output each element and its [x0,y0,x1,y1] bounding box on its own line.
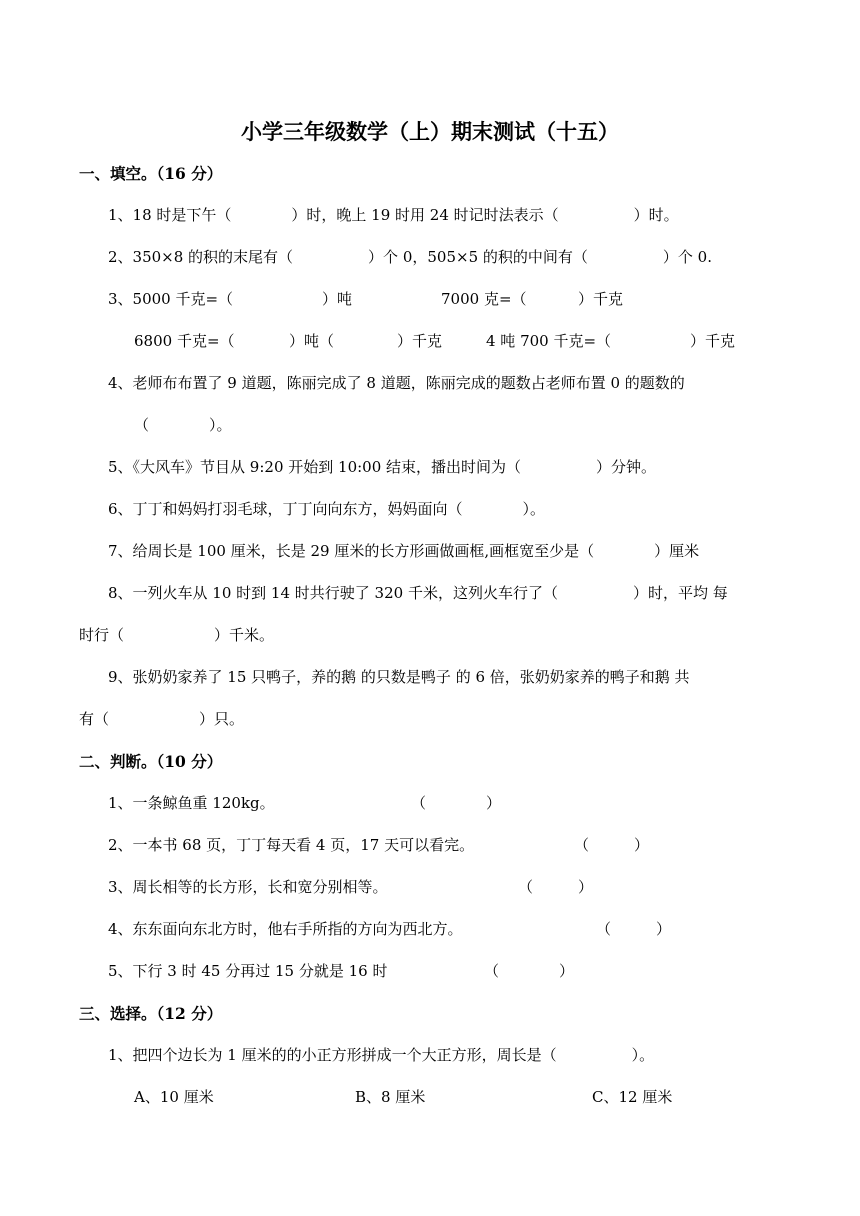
judge-question-2: 2、一本书 68 页，丁丁每天看 4 页，17 天可以看完。 [108,836,475,854]
judge-answer-1: （ ） [411,794,502,812]
section-choice-heading: 三、选择。（12 分） [79,1004,223,1023]
judge-answer-2: （ ） [574,836,650,854]
fill-question-3-part-i: ）千克 [690,332,736,350]
fill-question-3-part-d: ）千克 [578,290,624,308]
fill-question-8-line-1: 8、一列火车从 10 时到 14 时共行驶了 320 千米，这列火车行了（ ）时，平均 每 [108,584,728,602]
judge-question-1: 1、一条鲸鱼重 120kg。 [108,794,275,812]
fill-question-9-line-1: 9、张奶奶家养了 15 只鸭子，养的鹅 的只数是鸭子 的 6 倍，张奶奶家养的鸭子和鹅 共 [108,668,690,686]
judge-question-5: 5、下行 3 时 45 分再过 15 分就是 16 时 [108,962,388,980]
judge-question-3: 3、周长相等的长方形，长和宽分别相等。 [108,878,388,896]
fill-question-3-part-a: 3、5000 千克=（ [108,290,234,308]
fill-question-3-part-g: ）千克 [397,332,443,350]
judge-answer-5: （ ） [484,962,575,980]
choice-question-1: 1、把四个边长为 1 厘米的的小正方形拼成一个大正方形，周长是（ ）。 [108,1046,655,1064]
fill-question-4-line-2: （ ）。 [134,416,232,434]
fill-question-3-part-h: 4 吨 700 千克=（ [486,332,612,350]
fill-question-1: 1、18 时是下午（ ）时，晚上 19 时用 24 时记时法表示（ ）时。 [108,206,679,224]
page-title: 小学三年级数学（上）期末测试（十五） [241,119,619,144]
choice-option-a: A、10 厘米 [134,1088,214,1106]
choice-option-b: B、8 厘米 [355,1088,426,1106]
fill-question-7: 7、给周长是 100 厘米，长是 29 厘米的长方形画做画框,画框宽至少是（ ）厘米 [108,542,700,560]
judge-question-4: 4、东东面向东北方时，他右手所指的方向为西北方。 [108,920,463,938]
section-judge-heading: 二、判断。（10 分） [79,752,223,771]
judge-answer-3: （ ） [518,878,594,896]
fill-question-8-line-2: 时行（ ）千米。 [79,626,275,644]
fill-question-6: 6、丁丁和妈妈打羽毛球，丁丁向向东方，妈妈面向（ ）。 [108,500,546,518]
fill-question-3-part-e: 6800 千克=（ [134,332,235,350]
fill-question-3-part-b: ）吨 [322,290,353,308]
choice-option-c: C、12 厘米 [592,1088,673,1106]
fill-question-4-line-1: 4、老师布布置了 9 道题，陈丽完成了 8 道题，陈丽完成的题数占老师布置 0 的题数的 [108,374,685,392]
fill-question-9-line-2: 有（ ）只。 [79,710,245,728]
fill-question-3-part-f: ）吨（ [289,332,335,350]
judge-answer-4: （ ） [596,920,672,938]
fill-question-3-part-c: 7000 克=（ [441,290,527,308]
fill-question-2: 2、350×8 的积的末尾有（ ）个 0，505×5 的积的中间有（ ）个 0. [108,248,712,266]
fill-question-5: 5、《大风车》节目从 9:20 开始到 10:00 结束，播出时间为（ ）分钟。 [108,458,657,476]
section-fill-heading: 一、填空。（16 分） [79,164,223,183]
